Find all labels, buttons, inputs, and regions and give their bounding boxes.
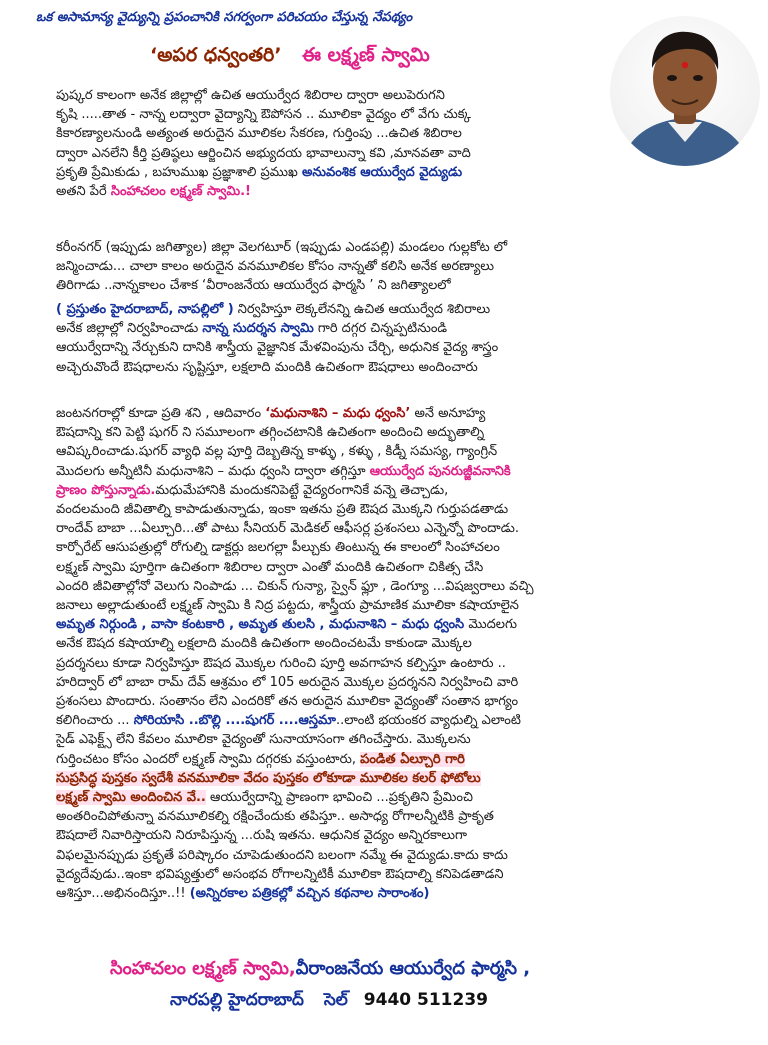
text-segment: అతని పేరే: [56, 184, 107, 200]
footer-pharmacy: వీరాంజనేయ ఆయుర్వేద ఫార్మసి ,: [295, 958, 531, 979]
footer-contact-name: [110, 958, 530, 983]
text-line: [56, 182, 471, 201]
text-line: ప్రశంసలు పొందారు. సంతానం లేని ఎందరికో తన అరుదైన మూలికా వైద్యంతో సంతాన భాగ్యం: [56, 694, 519, 710]
text-line: కృషి .....తాత - నాన్న లద్వారా వైద్యాన్ని ఔపోసన .. మూలికా వైద్యం లో వేగు చుక్క: [56, 107, 471, 123]
highlight-name: సింహాచలం లక్ష్మణ్ స్వామి.!: [110, 184, 251, 200]
text-line: రాందేవ్ బాబా ...ఏల్చూరి...తో పాటు సీనియర్ మెడికల్ ఆఫీసర్ల ప్రశంసలు ఎన్నెన్నో పొందాడు.: [56, 521, 519, 537]
main-paragraph: [56, 404, 534, 903]
highlight-medicine: ‘మధునాశిని – మధు ధ్వంసి’: [265, 406, 411, 421]
text-segment: ఆయుర్వేదాన్ని ప్రాణంగా భావించి ...ప్రకృతిని ప్రేమించి: [210, 790, 473, 806]
page-title: [150, 44, 430, 71]
text-line: కార్పోరేట్ ఆసుపత్రుల్లో రోగుల్ని డాక్టర్లు జలగల్లా పీల్చుకు తింటున్న ఈ కాలంలో సింహాచలం: [56, 540, 500, 556]
text-line: పుష్కర కాలంగా అనేక జిల్లాల్లో ఉచిత ఆయుర్వేద శిబిరాల ద్వారా అలుపెరుగని: [56, 88, 445, 103]
pharmacy-paragraph: [56, 300, 498, 377]
source-note: (అన్నిరకాల పత్రికల్లో వచ్చిన కథనాల సారాంశం): [189, 886, 430, 902]
text-segment: మొదలగు: [468, 617, 518, 633]
text-line: [56, 462, 534, 481]
header-tagline: ఒక అసామాన్య వైద్యున్ని ప్రపంచానికి సగర్వంగా పరిచయం చేస్తున్న నేపథ్యం: [36, 10, 413, 25]
text-line: అంతరించిపోతున్నా వనమూలికల్ని రక్షించేందుకు తపిస్తూ.. అసాధ్య రోగాలన్నీటికి ప్రాకృత: [56, 809, 494, 825]
text-line: సైడ్ ఎఫెక్ట్స్ లేని కేవలం మూలికా వైద్యంతో సునాయాసంగా తగించేస్తారు. మొక్కలను: [56, 732, 471, 748]
highlight-book: సుప్రసిద్ధ పుస్తకం స్వదేశీ వనమూలికా వేదం పుస్తకం లోకూడా మూలికల కలర్ ఫోటోలు: [56, 770, 481, 786]
text-line: ప్రదర్శనలు కూడా నిర్వహిస్తూ ఔషద మొక్కల గురించి పూర్తి అవగాహన కల్పిస్తూ ఉంటారు ..: [56, 655, 506, 671]
footer-phone: 9440 511239: [363, 990, 488, 1010]
title-name: ఈ లక్ష్మణ్ స్వామి: [302, 44, 430, 66]
text-segment: ఆశిస్తూ...అభినందిస్తూ..!!: [56, 886, 186, 902]
highlight-blue: అనువంశిక ఆయుర్వేద వైద్యుడు: [301, 164, 463, 180]
text-segment: ..లాంటి భయంకర వ్యాధుల్ని ఎలాంటి: [336, 713, 521, 729]
text-line: [56, 711, 534, 730]
text-line: విఫలమైనప్పుడు ప్రకృతే పరిష్కారం చూపెడుతుందని బలంగా నమ్మే ఈ వైద్యుడు.కాదు కాదు: [56, 847, 508, 863]
text-line: జన్మించాడు... చాలా కాలం అరుదైన వనమూలికల కోసం నాన్నతో కలిసి అనేక అరణ్యాలు: [56, 259, 494, 275]
text-line: ద్వారా ఎనలేని కీర్తి ప్రతిష్ఠలు ఆర్జించిన అభ్యుదయ భావాలున్నా కవి ,మానవతా వాది: [56, 145, 471, 161]
text-line: వైద్యదేవుడు..ఇంకా భవిష్యత్తులో అసంభవ రోగాలన్నిటికీ మూలికా ఔషదాల్ని కనిపెడతాడని: [56, 866, 504, 882]
text-segment: అనే అనూహ్య: [414, 406, 486, 421]
text-line: [56, 163, 471, 182]
text-line: అనేక ఔషద కషాయాల్ని లక్షలాది మందికి ఉచితంగా అందించటమే కాకుండా మొక్కల: [56, 636, 472, 652]
highlight-book: పండిత ఏల్చూరి గారి: [360, 751, 465, 767]
footer-name: సింహాచలం లక్ష్మణ్ స్వామి,: [110, 958, 296, 979]
text-line: ఔషదాలే నివారిస్తాయని నిరూపిస్తున్న ...రుషి ఇతను. ఆధునిక వైద్యం అన్నిరకాలుగా: [56, 828, 467, 844]
text-line: ఎందరి జీవితాల్లోనో వెలుగు నింపాడు ... చికున్ గున్యా, స్వైన్ ఫ్లూ , డెంగ్యూ ...విషజ్వరాలు వచ్చి: [56, 578, 534, 594]
text-line: కరీంనగర్ (ఇప్పుడు జగిత్యాల) జిల్లా వెలగటూర్ (ఇప్పుడు ఎండపల్లి) మండలం గుల్లకోట లో: [56, 240, 508, 255]
text-segment: మొదలగు అన్నీటినీ మధునాశిని – మధు ధ్వంసి ద్వారా తగ్గిస్తూ: [56, 463, 366, 479]
text-line: [56, 319, 498, 338]
text-segment: మధుమేహానికి మందుకనిపెట్టే వైద్యరంగానికే వన్నె తెచ్చాడు,: [155, 482, 449, 498]
title-quote: ‘అపర ధన్వంతరి’: [150, 44, 282, 66]
text-line: ఔషదాన్ని కని పెట్టి షుగర్ ని సమూలంగా తగ్గించటానికి ఉచితంగా అందించి అద్భుతాల్ని: [56, 425, 485, 441]
text-segment: ప్రకృతి ప్రేమికుడు , బహుముఖ ప్రజ్ఞాశాలి ప్రముఖ: [56, 164, 298, 180]
text-segment: కలిగించారు ...: [56, 713, 130, 729]
text-line: జనాలు అల్లాడుతుంటే లక్ష్మణ్ స్వామి కి నిద్ర పట్టదు, శాస్త్రీయ ప్రామాణిక మూలికా కషాయాలైన: [56, 598, 519, 614]
text-line: హరిద్వార్ లో బాబా రామ్ దేవ్ ఆశ్రమం లో 105 అరుదైన మొక్కల ప్రదర్శనని నిర్వహించి వారి: [56, 674, 519, 690]
highlight-book: లక్ష్మణ్ స్వామి అందించిన వే..: [56, 790, 206, 806]
text-line: [56, 750, 534, 769]
text-line: [56, 300, 498, 319]
text-line: [56, 404, 534, 423]
highlight-revival: ప్రాణం పోస్తున్నాడు.: [56, 482, 156, 498]
text-line: [56, 481, 534, 500]
footer-contact-address: [170, 990, 488, 1014]
text-segment: గారి దగ్గర చిన్నప్పటినుండి: [317, 321, 448, 337]
text-segment: అనేక జిల్లాల్లో నిర్వహించాడు: [56, 321, 199, 337]
text-line: ఆవిష్కరించాడు.షుగర్ వ్యాధి వల్ల పూర్తి దెబ్బతిన్న కాళ్ళు , కళ్ళు , కిడ్నీ సమస్య, గ్యాంగ్రిన్: [56, 444, 498, 460]
footer-cell-label: సెల్: [323, 990, 348, 1010]
intro-paragraph: [56, 86, 471, 201]
text-line: ఆయుర్వేదాన్ని నేర్చుకుని దానికి శాస్త్రీయ వైజ్ఞానిక మేళవింపును చేర్చి, అధునిక వైద్య శాస్త్రం: [56, 340, 499, 356]
highlight-herbs: అమృత నిర్గుండి , వాసా కంటకారి , అమృత తులసి , మధునాశిని – మధు ధ్వంసి: [56, 617, 465, 633]
text-line: లక్ష్మణ్ స్వామి పూర్తిగా ఉచితంగా శిబిరాల ద్వారా ఎంతో మందికి ఉచితంగా చికిత్స చేసి: [56, 559, 484, 575]
text-segment: జంటనగరాల్లో కూడా ప్రతి శని , ఆదివారం: [56, 406, 262, 421]
person-illustration: [610, 16, 760, 166]
text-segment: గుర్తించటం కోసం ఎందరో లక్ష్మణ్ స్వామి దగ్గరకు వస్తుంటారు,: [56, 751, 356, 767]
text-line: [56, 615, 534, 634]
birthplace-paragraph: [56, 238, 507, 296]
text-line: కికారణ్యాలనుండి అత్యంత అరుదైన మూలికల సేకరణ, గుర్తింపు ...ఉచిత శిబిరాల: [56, 126, 462, 142]
text-line: [56, 769, 534, 788]
text-line: అచ్చెరువొందే ఔషధాలను సృష్టిస్తూ, లక్షలాది మందికి ఉచితంగా ఔషధాలు అందించారు: [56, 359, 478, 375]
text-segment: నిర్వహిస్తూ లెక్కలేనన్ని ఉచిత ఆయుర్వేద శిబిరాలు: [237, 302, 491, 317]
footer-address: నారపల్లి హైదరాబాద్: [170, 990, 304, 1010]
highlight-diseases: సోరియాసి ..బొల్లి ....షుగర్ ....ఆస్తమా: [133, 713, 336, 729]
text-line: [56, 884, 534, 903]
text-line: తిరిగాడు ..నాన్నకాలం చేశాక ‘వీరాంజనేయ ఆయుర్వేద ఫార్మసి ’ ని జగిత్యాలలో: [56, 278, 451, 294]
highlight-father: నాన్న సుదర్శన స్వామి: [202, 321, 314, 337]
portrait-photo: [610, 16, 760, 166]
text-line: వందలమంది జీవితాల్ని కాపాడుతున్నాడు, ఇంకా ఇతను ప్రతి ఔషద మొక్కని గుర్తుపడతాడు: [56, 502, 509, 518]
text-line: [56, 788, 534, 807]
highlight-revival: ఆయుర్వేద పునరుజ్జీవనానికి: [369, 463, 511, 479]
highlight-location: ( ప్రస్తుతం హైదరాబాద్, నాపల్లిలో ): [56, 302, 234, 317]
